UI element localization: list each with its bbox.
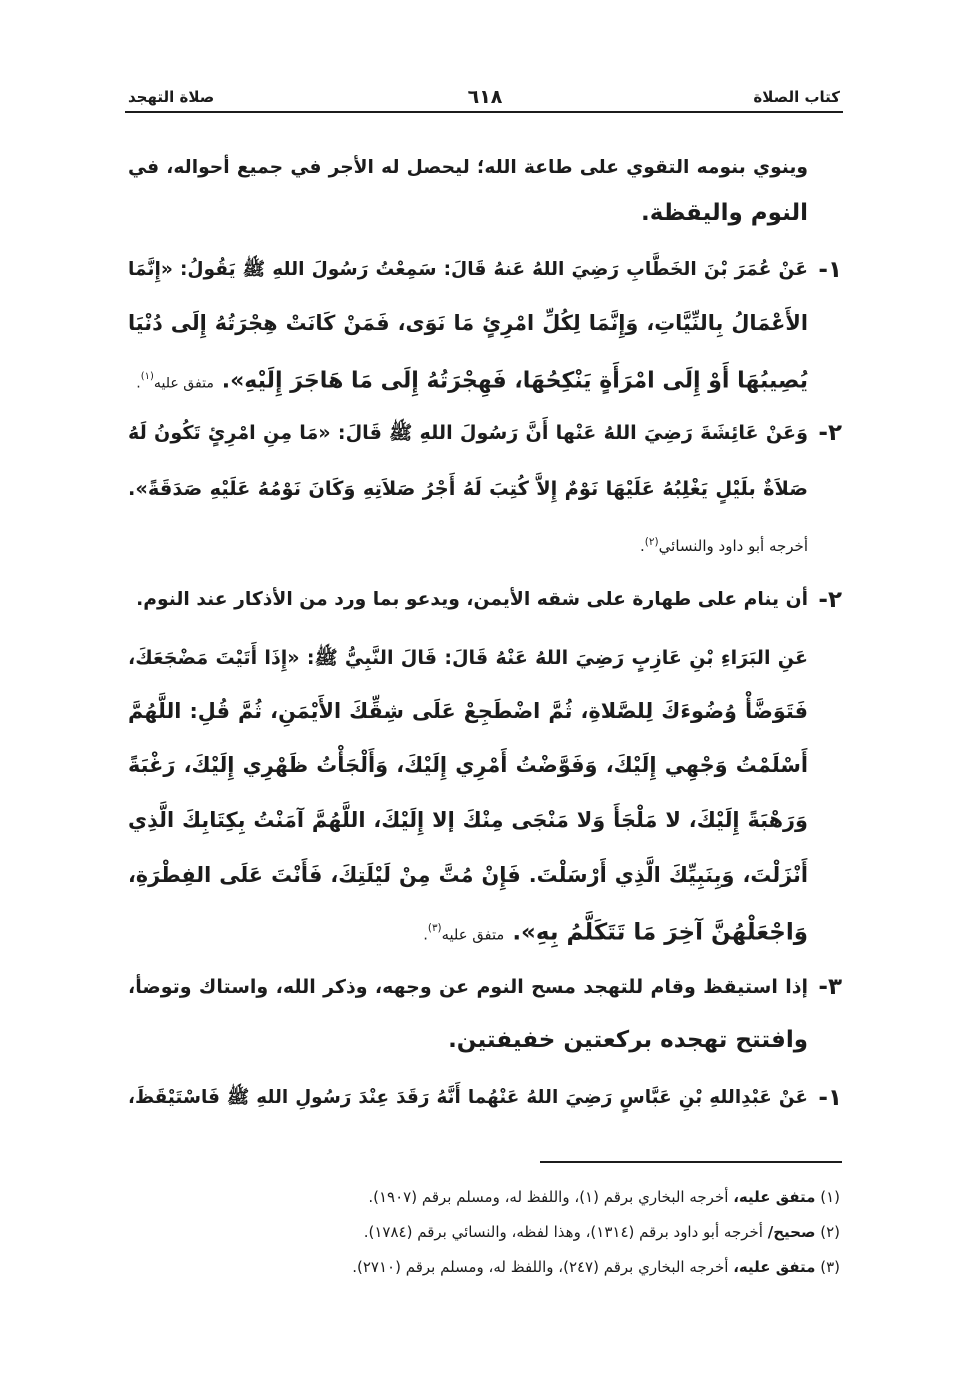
end-mark: . (136, 375, 141, 392)
footnote-text: أخرجه البخاري برقم (٢٤٧)، واللفظ له، ومسلم برقم (٢٧١٠). (352, 1258, 729, 1276)
footnote-text: أخرجه أبو داود برقم (١٣١٤)، وهذا لفظه، والنسائي برقم (١٧٨٤). (363, 1223, 763, 1241)
hadith-text-line: عَنْ عَبْدِاللهِ بْنِ عَبَّاسٍ رَضِيَ اللهُ عَنْهُما أَنَّهُ رَقَدَ عِنْدَ رَسُولِ اللهِ ﷺ فَاسْتَيْقَظَ، (128, 1087, 808, 1108)
hadith-text-line: أَسْلَمْتُ وَجْهِي إِلَيْكَ، وَفَوَّضْتُ أَمْرِي إِلَيْكَ، وَأَلْجَأْتُ ظَهْرِي إِلَيْكَ، رَغْبَةً (128, 753, 808, 777)
footnote-grade: متفق عليه، (733, 1258, 816, 1276)
hadith-text-line-with-source (128, 904, 808, 960)
hadith-text-line: فَتَوَضَّأْ وُضُوءَكَ لِلصَّلاةِ، ثُمَّ اضْطَجِعْ عَلَى شِقِّكَ الأَيْمَنِ، ثُمَّ قُلِ: اللَّهُمَّ (128, 699, 808, 723)
footnote (128, 1182, 840, 1212)
hadith-text-line: الأَعْمَالُ بِالنِّيَّاتِ، وَإِنَّمَا لِكُلِّ امْرِئٍ مَا نَوَى، فَمَنْ كَانَتْ هِجْرَتُهُ إِلَى دُنْيَا (128, 311, 808, 335)
footnote-marker: (٣) (820, 1258, 840, 1276)
footnote-text: أخرجه البخاري برقم (١)، واللفظ له، ومسلم برقم (١٩٠٧). (368, 1188, 729, 1206)
hadith-text-line: عَنِ البَرَاءِ بْنِ عَازِبٍ رَضِيَ اللهُ عَنْهُ قَالَ: قَالَ النَّبِيُّ ﷺ: «إِذَا أَتَيْتَ مَضْجَعَكَ، (128, 646, 808, 669)
section-number: ٢- (818, 587, 842, 613)
header-book-title: كتاب الصلاة (753, 88, 840, 106)
header-chapter-title: صلاة التهجد (128, 88, 215, 106)
footnote-grade: صحيح/ (767, 1223, 816, 1241)
hadith-text-line: أَنْزَلْتَ، وَبِنَبِيِّكَ الَّذِي أَرْسَلْتَ. فَإِنْ مُتَّ مِنْ لَيْلَتِكَ، فَأَنْتَ عَلَى الفِطْرَةِ، (128, 863, 808, 887)
footnote-separator (540, 1161, 842, 1163)
footnote (128, 1217, 840, 1247)
source-citation-line (128, 518, 808, 570)
footnote-marker: (٢) (820, 1223, 840, 1241)
hadith-text: يُصِيبُهَا أَوْ إِلَى امْرَأَةٍ يَنْكِحُهَا، فَهِجْرَتُهُ إِلَى مَا هَاجَرَ إِلَيْهِ». (221, 368, 808, 394)
footnote (128, 1252, 840, 1282)
section-heading: إذا استيقظ وقام للتهجد مسح النوم عن وجهه، وذكر الله، واستاك وتوضأ، (128, 976, 808, 998)
hadith-number: ١- (818, 1085, 842, 1111)
footnote-grade: متفق عليه، (733, 1188, 816, 1206)
hadith-text-line: وَرَهْبَةً إِلَيْكَ، لا مَلْجَأَ وَلا مَنْجَى مِنْكَ إلا إِلَيْكَ، اللَّهُمَّ آمَنْتُ بِكِتَابِكَ الَّذِي (128, 808, 808, 832)
section-heading: وافتتح تهجده بركعتين خفيفتين. (448, 1027, 808, 1053)
end-mark: . (423, 926, 428, 944)
source-citation: أخرجه أبو داود والنسائي (658, 537, 808, 555)
hadith-text-line: عَنْ عُمَرَ بْنَ الخَطَّابِ رَضِيَ اللهُ عَنهُ قَالَ: سَمِعْتُ رَسُولَ اللهِ ﷺ يَقُولُ: «إِنَّمَا (128, 259, 808, 280)
source-citation: متفق عليه (441, 926, 505, 944)
footnote-ref: (١) (140, 371, 154, 382)
section-number: ٣- (818, 974, 842, 1000)
intro-line: النوم واليقظة. (640, 200, 808, 226)
hadith-text-line: صَلاَةٌ بلَيْلٍ يَغْلِبُهُ عَلَيْهَا نَوْمٌ إِلاَّ كُتِبَ لَهُ أَجْرُ صَلاَتِهِ وَكَانَ نَوْمُهُ عَلَيْهِ صَدَقَةً». (128, 477, 808, 500)
hadith-text: وَاجْعَلْهُنَّ آخِرَ مَا تَتَكَلَّمُ بِهِ». (512, 919, 808, 946)
source-citation: متفق عليه (153, 375, 214, 392)
footnote-ref: (٣) (427, 922, 442, 934)
end-mark: . (640, 537, 645, 555)
page-number: ٦١٨ (467, 86, 503, 108)
hadith-number: ٢- (818, 420, 842, 446)
section-heading: أن ينام على طهارة على شقه الأيمن، ويدعو بما ورد من الأذكار عند النوم. (136, 589, 808, 610)
hadith-text-line-with-source (128, 353, 808, 407)
hadith-text-line: وَعَنْ عَائِشَةَ رَضِيَ اللهُ عَنْها أَنَّ رَسُولَ اللهِ ﷺ قَالَ: «مَا مِنِ امْرِئٍ تَكُونُ لَهُ (128, 421, 808, 444)
footnote-marker: (١) (820, 1188, 840, 1206)
intro-line: وينوي بنومه التقوي على طاعة الله؛ ليحصل له الأجر في جميع أحواله، في (128, 157, 808, 178)
header-rule (125, 111, 843, 113)
hadith-number: ١- (818, 257, 842, 283)
footnote-ref: (٢) (644, 536, 659, 548)
